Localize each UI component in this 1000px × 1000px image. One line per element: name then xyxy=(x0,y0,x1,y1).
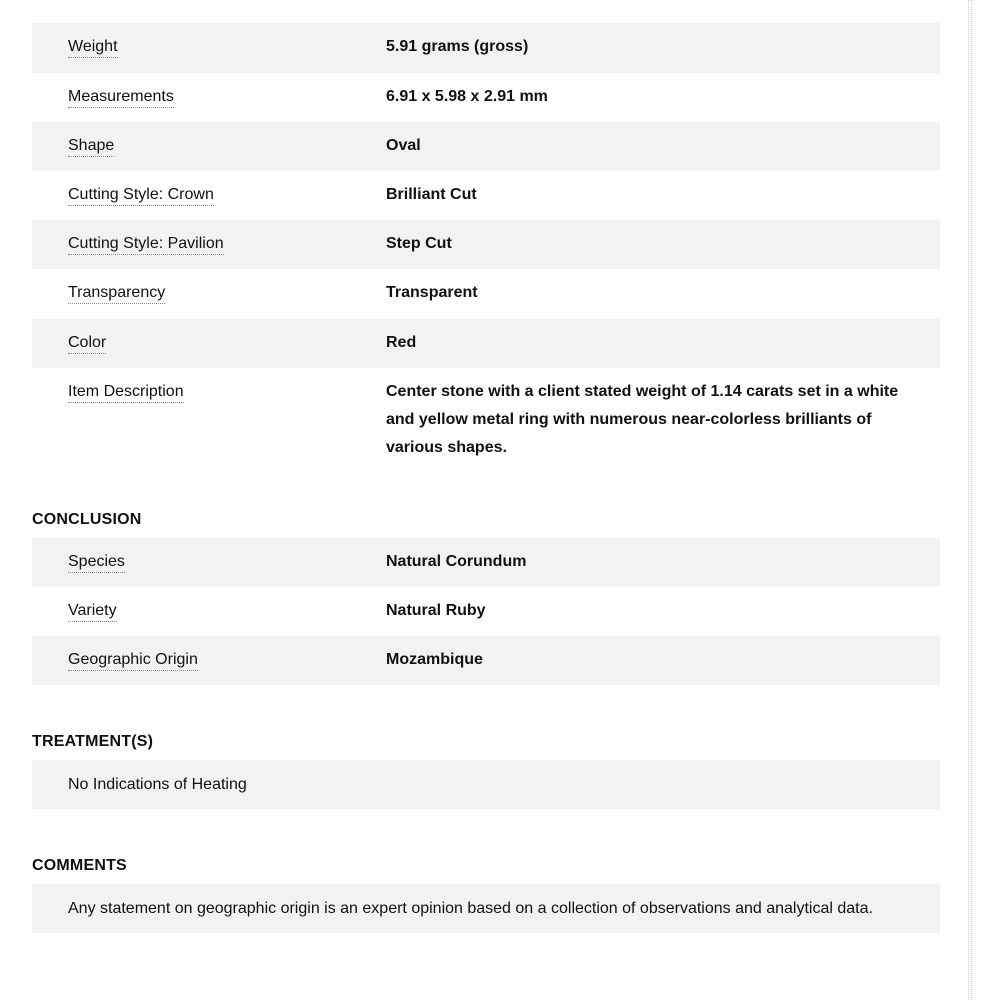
details-row-measurements xyxy=(32,73,940,122)
treatments-heading: TREATMENT(S) xyxy=(32,733,154,750)
details-value: Center stone with a client stated weight of 1.14 carats set in a white and yellow metal ring with numerous near-colorless brilliants of various shapes. xyxy=(386,383,899,456)
conclusion-value: Natural Corundum xyxy=(386,553,527,570)
details-row-cutting-pavilion xyxy=(32,220,940,269)
conclusion-table xyxy=(32,538,940,685)
report-content xyxy=(32,23,940,933)
conclusion-heading: CONCLUSION xyxy=(32,511,142,528)
details-value: 5.91 grams (gross) xyxy=(386,38,529,55)
details-value: Brilliant Cut xyxy=(386,186,477,203)
conclusion-row-geographic-origin xyxy=(32,636,940,685)
conclusion-row-variety xyxy=(32,587,940,636)
details-row-cutting-crown xyxy=(32,171,940,220)
details-row-color xyxy=(32,319,940,368)
details-label[interactable]: Transparency xyxy=(68,284,165,304)
details-label[interactable]: Color xyxy=(68,334,106,354)
details-label[interactable]: Measurements xyxy=(68,88,174,108)
details-value: Transparent xyxy=(386,284,478,301)
details-label[interactable]: Cutting Style: Crown xyxy=(68,186,214,206)
details-row-item-description xyxy=(32,368,940,474)
treatments-row xyxy=(32,760,940,809)
details-value: Red xyxy=(386,334,417,351)
details-row-shape xyxy=(32,122,940,171)
conclusion-value: Natural Ruby xyxy=(386,602,486,619)
comments-text: Any statement on geographic origin is an expert opinion based on a collection of observations and analytical data. xyxy=(68,899,873,917)
vertical-scrollbar[interactable] xyxy=(968,0,972,1000)
comments-heading: COMMENTS xyxy=(32,857,127,874)
details-value: Oval xyxy=(386,137,421,154)
details-table xyxy=(32,23,940,474)
conclusion-label[interactable]: Geographic Origin xyxy=(68,651,198,671)
conclusion-label[interactable]: Species xyxy=(68,553,125,573)
details-label[interactable]: Item Description xyxy=(68,383,184,403)
conclusion-value: Mozambique xyxy=(386,651,483,668)
details-label[interactable]: Cutting Style: Pavilion xyxy=(68,235,224,255)
treatments-text: No Indications of Heating xyxy=(68,775,247,793)
details-value: Step Cut xyxy=(386,235,452,252)
details-label[interactable]: Weight xyxy=(68,38,118,58)
conclusion-row-species xyxy=(32,538,940,587)
details-row-weight xyxy=(32,23,940,73)
conclusion-label[interactable]: Variety xyxy=(68,602,117,622)
details-label[interactable]: Shape xyxy=(68,137,114,157)
comments-row xyxy=(32,884,940,933)
details-value: 6.91 x 5.98 x 2.91 mm xyxy=(386,88,548,105)
details-row-transparency xyxy=(32,269,940,319)
